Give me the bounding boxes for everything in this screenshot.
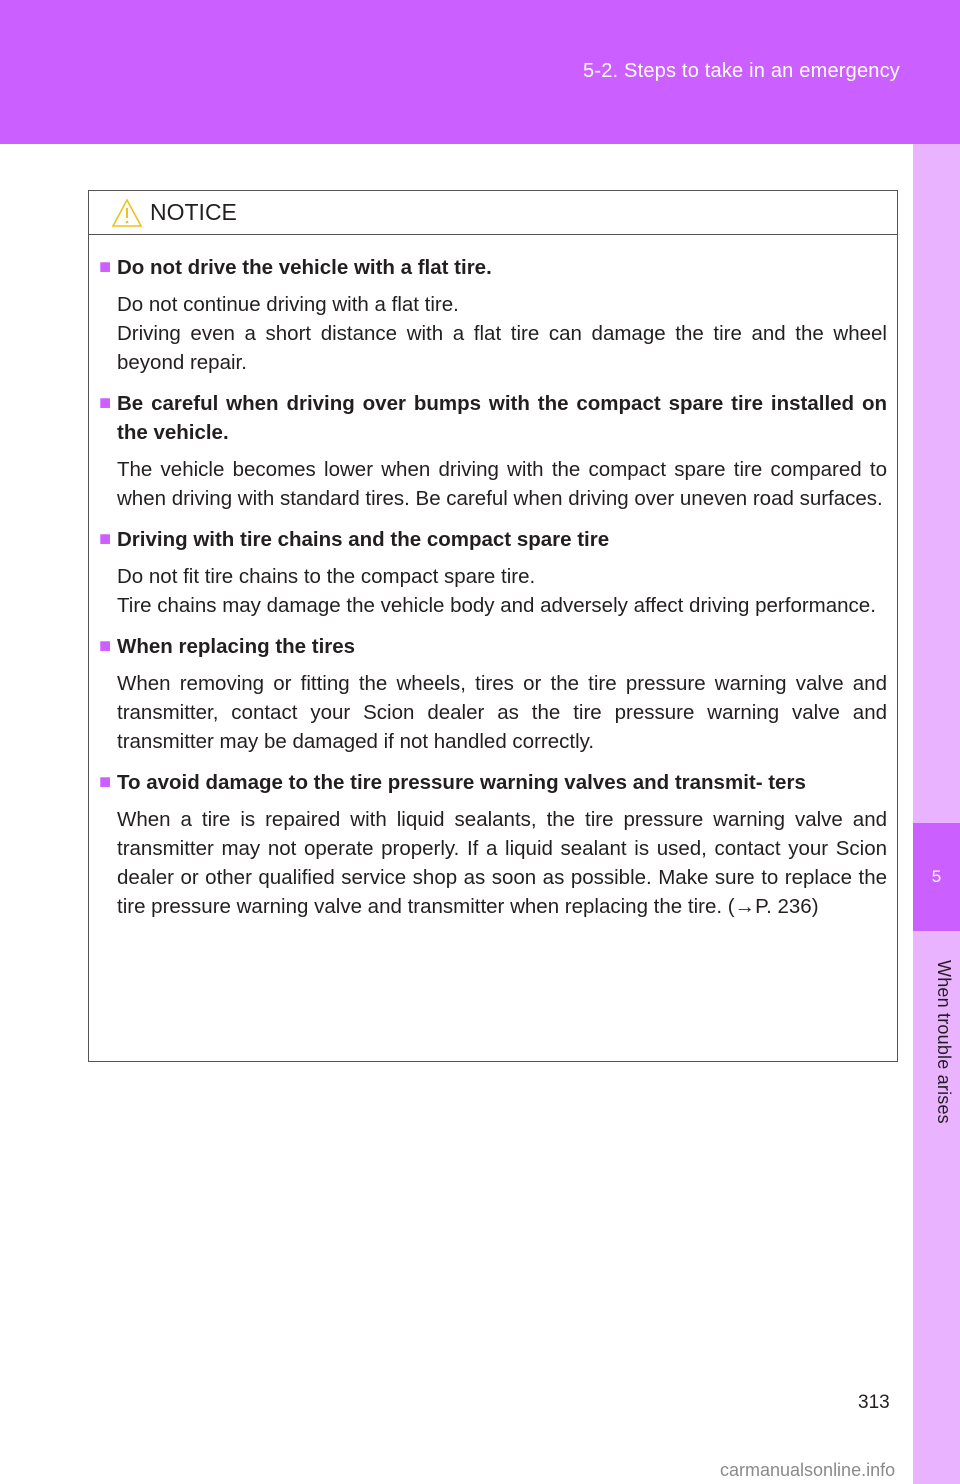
notice-item-heading bbox=[99, 253, 887, 282]
notice-item-heading bbox=[99, 632, 887, 661]
section-title: 5-2. Steps to take in an emergency bbox=[583, 60, 900, 82]
square-bullet-icon: ■ bbox=[99, 256, 112, 278]
notice-item-text bbox=[117, 455, 887, 513]
notice-header bbox=[89, 191, 897, 235]
notice-item bbox=[99, 253, 887, 377]
notice-paragraph: Do not continue driving with a flat tire. bbox=[117, 293, 459, 316]
notice-item-text bbox=[117, 290, 887, 377]
watermark: carmanualsonline.info bbox=[720, 1460, 896, 1480]
notice-paragraph: Driving even a short distance with a flat tire can damage the tire and the wheel beyond repair. bbox=[117, 322, 887, 374]
square-bullet-icon: ■ bbox=[99, 635, 112, 657]
notice-paragraph: When removing or fitting the wheels, tires or the tire pressure warning valve and transmitter, contact your Scion dealer as the tire pressure warning valve and transmitter may be damaged if not handled correctly. bbox=[117, 672, 887, 753]
notice-item-title: When replacing the tires bbox=[117, 635, 356, 658]
notice-box bbox=[88, 190, 898, 1062]
notice-item-title: Driving with tire chains and the compact spare tire bbox=[117, 528, 610, 551]
notice-paragraph: Do not fit tire chains to the compact spare tire. bbox=[117, 565, 536, 588]
notice-title: NOTICE bbox=[150, 199, 237, 225]
square-bullet-icon: ■ bbox=[99, 392, 112, 414]
notice-paragraph: When a tire is repaired with liquid sealants, the tire pressure warning valve and transmitter may not operate properly. If a liquid sealant is used, contact your Scion dealer or other qualified service shop as soon as possible. Make sure to replace the tire pressure warning valve and transmitter when replacing the tire. (→P. 236) bbox=[117, 808, 887, 918]
notice-item-text bbox=[117, 562, 887, 620]
notice-item bbox=[99, 768, 887, 921]
notice-item bbox=[99, 389, 887, 513]
notice-item-text bbox=[117, 669, 887, 756]
notice-body bbox=[89, 235, 897, 921]
notice-paragraph: Tire chains may damage the vehicle body and adversely affect driving performance. bbox=[117, 594, 876, 617]
notice-paragraph: The vehicle becomes lower when driving with the compact spare tire compared to when driving with standard tires. Be careful when driving over uneven road surfaces. bbox=[117, 458, 887, 510]
notice-item-text bbox=[117, 805, 887, 921]
notice-item-heading bbox=[99, 525, 887, 554]
page-number: 313 bbox=[858, 1392, 890, 1413]
notice-item-title: Be careful when driving over bumps with the compact spare tire installed on the vehicle. bbox=[117, 392, 887, 444]
notice-item-heading bbox=[99, 389, 887, 447]
chapter-number-tab[interactable]: 5 bbox=[913, 823, 960, 931]
notice-item-title: To avoid damage to the tire pressure warning valves and transmit- ters bbox=[117, 771, 806, 794]
page-header bbox=[0, 0, 960, 144]
square-bullet-icon: ■ bbox=[99, 528, 112, 550]
square-bullet-icon: ■ bbox=[99, 771, 112, 793]
chapter-label: When trouble arises bbox=[934, 960, 954, 1124]
notice-item-title: Do not drive the vehicle with a flat tire. bbox=[117, 256, 492, 279]
side-tab-background bbox=[913, 144, 960, 1484]
notice-item-heading bbox=[99, 768, 887, 797]
notice-item bbox=[99, 525, 887, 620]
warning-triangle-icon bbox=[111, 198, 143, 228]
notice-item bbox=[99, 632, 887, 756]
